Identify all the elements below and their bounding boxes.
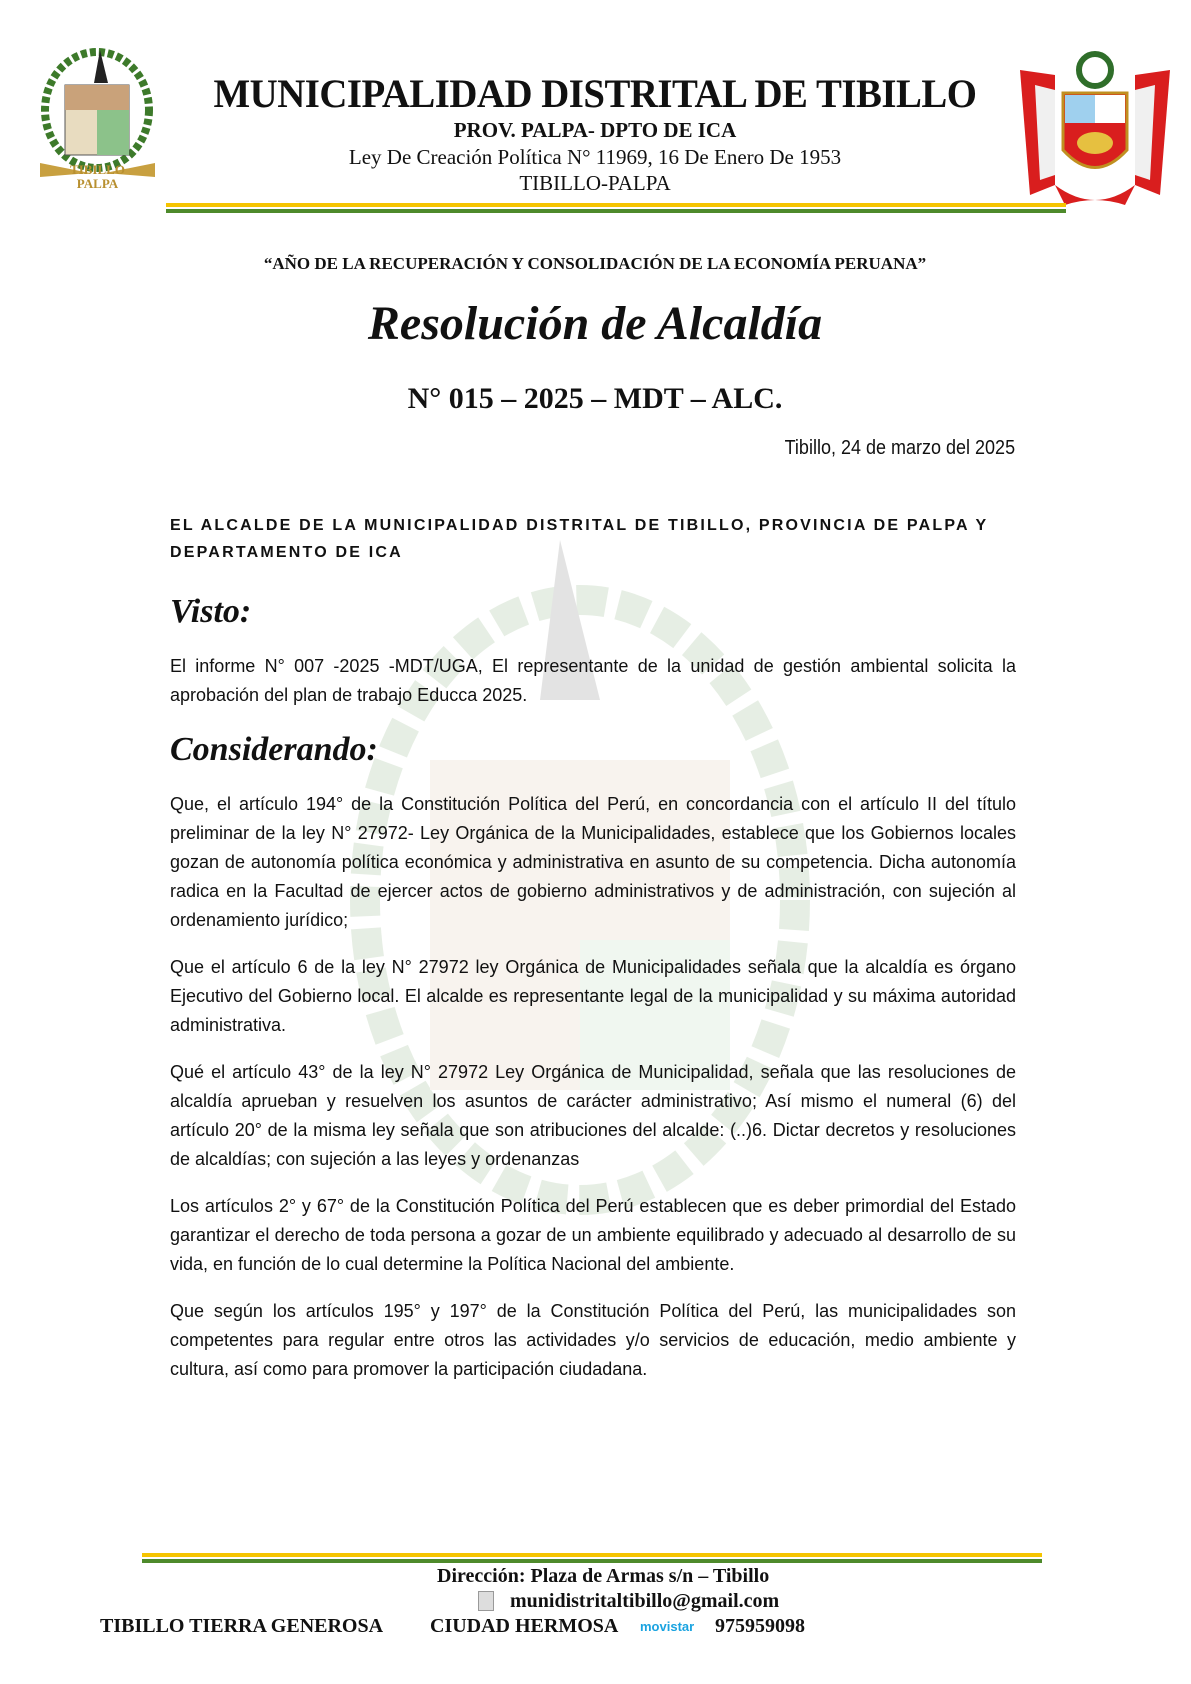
location-subtitle: TIBILLO-PALPA <box>519 171 671 195</box>
header-rule-yellow <box>166 203 1066 207</box>
footer-phone: 975959098 <box>715 1615 805 1637</box>
logo-text: TIBILLO PALPA <box>70 162 125 191</box>
carrier-logo: movistar <box>640 1619 695 1634</box>
footer-motto-left: TIBILLO TIERRA GENEROSA <box>100 1615 384 1637</box>
document-date: Tibillo, 24 de marzo del 2025 <box>784 437 1015 459</box>
considerando-paragraph: Qué el artículo 43° de la ley N° 27972 Ley Orgánica de Municipalidad, señala que las resoluciones de alcaldía aprueban y resuelven los asuntos de carácter administrativo; Así mismo el numeral (6) del artículo 20° de la misma ley señala que son atribuciones del alcalde: (..)6. Dictar decretos y resoluciones de alcaldías; con sujeción a las leyes y ordenanzas <box>170 1062 1016 1169</box>
considerando-paragraph: Que, el artículo 194° de la Constitución Política del Perú, en concordancia con el artículo II del título preliminar de la ley N° 27972- Ley Orgánica de la Municipalidades, establece que los Gobiernos locales gozan de autonomía política económica y administrativa en asunto de su competencia. Dicha autonomía radica en la Facultad de ejercer actos de gobierno administrativos y de administración, con sujeción al ordenamiento jurídico; <box>170 794 1016 930</box>
province-subtitle: PROV. PALPA- DPTO DE ICA <box>453 118 737 142</box>
document-type: Resolución de Alcaldía <box>367 297 823 350</box>
document-body <box>170 590 1016 1402</box>
municipality-title: MUNICIPALIDAD DISTRITAL DE TIBILLO <box>213 71 977 116</box>
footer-address: Dirección: Plaza de Armas s/n – Tibillo <box>437 1565 770 1587</box>
considerando-paragraph: Que el artículo 6 de la ley N° 27972 ley Orgánica de Municipalidades señala que la alcaldía es órgano Ejecutivo del Gobierno local. El alcalde es representante legal de la municipalidad y su máxima autoridad administrativa. <box>170 957 1016 1035</box>
header-rule-green <box>166 209 1066 213</box>
visto-paragraph: El informe N° 007 -2025 -MDT/UGA, El representante de la unidad de gestión ambiental solicita la aprobación del plan de trabajo Educca 2025. <box>170 656 1016 705</box>
municipal-coat-of-arms <box>30 45 165 195</box>
considerando-heading: Considerando: <box>170 731 378 768</box>
visto-heading: Visto: <box>170 593 252 630</box>
year-motto: “AÑO DE LA RECUPERACIÓN Y CONSOLIDACIÓN DE LA ECONOMÍA PERUANA” <box>263 254 927 273</box>
footer-rule-green <box>142 1559 1042 1563</box>
creation-law: Ley De Creación Política N° 11969, 16 De Enero De 1953 <box>348 145 842 169</box>
footer-rule-yellow <box>142 1553 1042 1557</box>
footer-email[interactable]: munidistritaltibillo@gmail.com <box>510 1590 780 1612</box>
considerando-paragraph: Que según los artículos 195° y 197° de la Constitución Política del Perú, las municipalidades son competentes para regular entre otros las actividades y/o servicios de educación, medio ambiente y cultura, así como para promover la participación ciudadana. <box>170 1301 1016 1379</box>
considerando-paragraph: Los artículos 2° y 67° de la Constitución Política del Perú establecen que es deber primordial del Estado garantizar el derecho de toda persona a gozar de un ambiente equilibrado y adecuado al desarrollo de su vida, en función de lo cual determine la Política Nacional del ambiente. <box>170 1196 1016 1274</box>
footer-motto-right: CIUDAD HERMOSA <box>430 1615 619 1637</box>
issuer-statement: EL ALCALDE DE LA MUNICIPALIDAD DISTRITAL DE TIBILLO, PROVINCIA DE PALPA Y DEPARTAMENTO DE ICA <box>170 517 989 561</box>
resolution-number: N° 015 – 2025 – MDT – ALC. <box>407 382 783 415</box>
email-icon <box>478 1591 494 1611</box>
